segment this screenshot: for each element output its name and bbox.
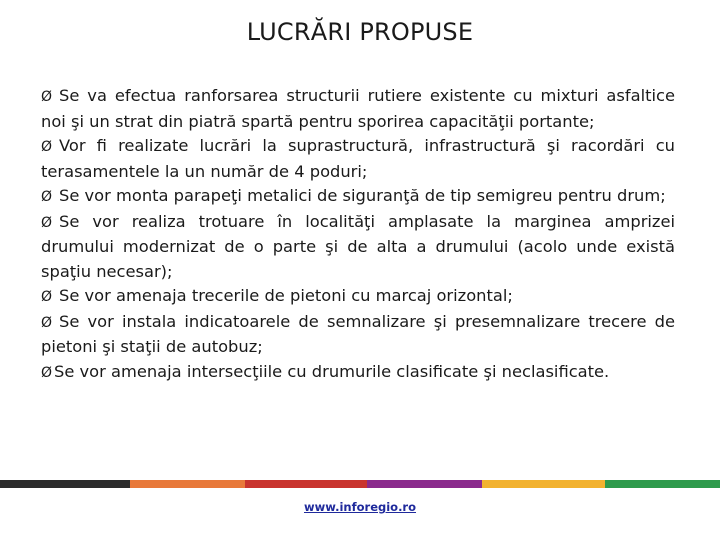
bullet-text: Se vor realiza trotuare în localităţi amplasate la marginea amprizei drumului modernizat de o parte şi de alta a drumului (acolo unde există spaţiu necesar);	[41, 211, 675, 281]
arrow-bullet-icon: Ø	[41, 364, 53, 381]
list-item	[41, 210, 675, 285]
color-bar-segment	[482, 480, 604, 488]
arrow-bullet-icon: Ø	[41, 314, 53, 331]
bullet-list	[41, 84, 675, 385]
color-bar-segment	[367, 480, 482, 488]
arrow-bullet-icon: Ø	[41, 189, 53, 205]
bullet-text: Se vor amenaja trecerile de pietoni cu marcaj orizontal;	[59, 286, 513, 305]
footer-color-bar	[0, 480, 720, 488]
list-item	[41, 284, 675, 310]
color-bar-segment	[245, 480, 367, 488]
list-item	[41, 184, 675, 210]
website-link[interactable]: www.inforegio.ro	[303, 500, 417, 514]
list-item	[41, 134, 675, 184]
list-item	[41, 84, 675, 134]
bullet-text: Se va efectua ranforsarea structurii rutiere existente cu mixturi asfaltice noi şi un strat din piatră spartă pentru sporirea capacităţii portante;	[41, 86, 675, 131]
bullet-text: Se vor instala indicatoarele de semnalizare şi presemnalizare trecere de pietoni şi staţii de autobuz;	[41, 311, 675, 356]
color-bar-segment	[0, 480, 130, 488]
slide-title: LUCRĂRI PROPUSE	[246, 18, 474, 46]
list-item	[41, 310, 675, 360]
bullet-text: Se vor amenaja intersecţiile cu drumurile clasificate şi neclasificate.	[54, 361, 610, 381]
list-item	[41, 360, 675, 386]
arrow-bullet-icon: Ø	[41, 89, 53, 105]
arrow-bullet-icon: Ø	[41, 139, 53, 155]
color-bar-segment	[605, 480, 720, 488]
arrow-bullet-icon: Ø	[41, 289, 53, 305]
bullet-text: Vor fi realizate lucrări la suprastructură, infrastructură şi racordări cu terasamentele la un număr de 4 poduri;	[41, 136, 675, 181]
arrow-bullet-icon: Ø	[41, 214, 53, 231]
color-bar-segment	[130, 480, 245, 488]
bullet-text: Se vor monta parapeţi metalici de siguranţă de tip semigreu pentru drum;	[59, 186, 666, 205]
